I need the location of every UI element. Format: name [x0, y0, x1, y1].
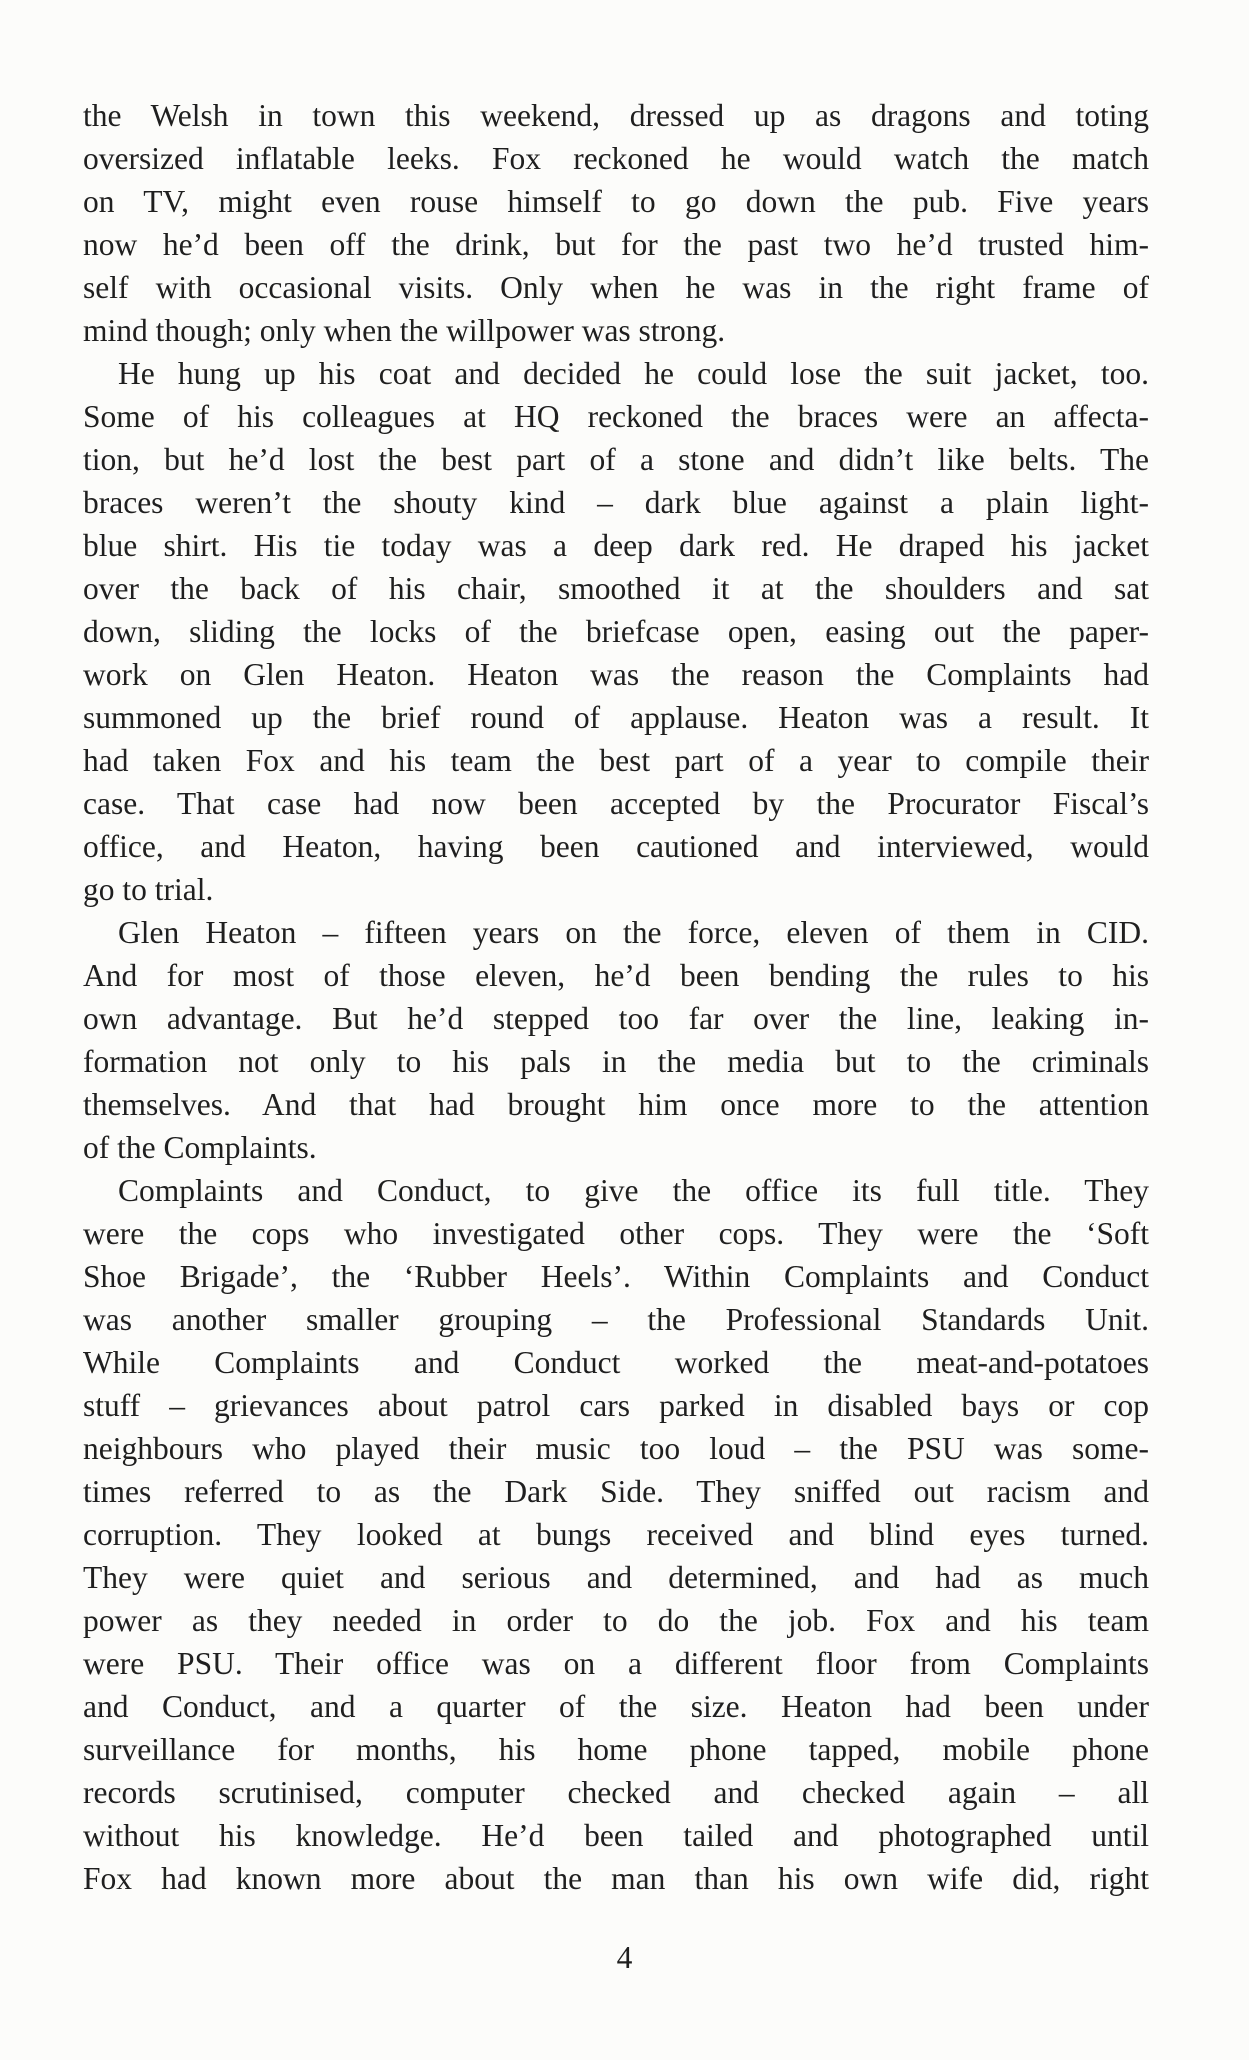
text-line: stuff – grievances about patrol cars parked in disabled bays or cop — [83, 1388, 1149, 1423]
text-line: without his knowledge. He’d been tailed and photographed until — [83, 1818, 1149, 1853]
text-line: neighbours who played their music too loud – the PSU was some- — [83, 1431, 1149, 1466]
text-line: were PSU. Their office was on a different floor from Complaints — [83, 1646, 1149, 1681]
text-line: now he’d been off the drink, but for the past two he’d trusted him- — [83, 227, 1149, 262]
paragraph-first-line: Glen Heaton – fifteen years on the force, eleven of them in CID. — [118, 915, 1149, 950]
text-line: were the cops who investigated other cops. They were the ‘Soft — [83, 1216, 1149, 1251]
text-line: power as they needed in order to do the job. Fox and his team — [83, 1603, 1149, 1638]
text-line: Shoe Brigade’, the ‘Rubber Heels’. Within Complaints and Conduct — [83, 1259, 1149, 1294]
text-line: While Complaints and Conduct worked the meat-and-potatoes — [83, 1345, 1149, 1380]
text-line: and Conduct, and a quarter of the size. Heaton had been under — [83, 1689, 1149, 1724]
text-line: braces weren’t the shouty kind – dark blue against a plain light- — [83, 485, 1149, 520]
text-line: own advantage. But he’d stepped too far over the line, leaking in- — [83, 1001, 1149, 1036]
paragraph-first-line: Complaints and Conduct, to give the office its full title. They — [118, 1173, 1149, 1208]
paragraph-first-line: He hung up his coat and decided he could lose the suit jacket, too. — [118, 356, 1149, 391]
text-line: themselves. And that had brought him once more to the attention — [83, 1087, 1149, 1122]
text-line: go to trial. — [83, 872, 214, 907]
text-line: Some of his colleagues at HQ reckoned the braces were an affecta- — [83, 399, 1149, 434]
body-text — [83, 94, 1149, 1900]
text-line: the Welsh in town this weekend, dressed up as dragons and toting — [83, 98, 1149, 133]
page-number: 4 — [616, 1940, 633, 1975]
text-line: summoned up the brief round of applause. Heaton was a result. It — [83, 700, 1149, 735]
text-line: surveillance for months, his home phone tapped, mobile phone — [83, 1732, 1149, 1767]
text-line: office, and Heaton, having been cautioned and interviewed, would — [83, 829, 1149, 864]
text-line: tion, but he’d lost the best part of a stone and didn’t like belts. The — [83, 442, 1149, 477]
text-line: They were quiet and serious and determined, and had as much — [83, 1560, 1149, 1595]
text-line: case. That case had now been accepted by the Procurator Fiscal’s — [83, 786, 1149, 821]
text-line: Fox had known more about the man than his own wife did, right — [83, 1861, 1149, 1896]
text-line: formation not only to his pals in the media but to the criminals — [83, 1044, 1149, 1079]
text-line: records scrutinised, computer checked and checked again – all — [83, 1775, 1149, 1810]
text-line: had taken Fox and his team the best part of a year to compile their — [83, 743, 1149, 778]
text-line: work on Glen Heaton. Heaton was the reason the Complaints had — [83, 657, 1149, 692]
text-line: down, sliding the locks of the briefcase open, easing out the paper- — [83, 614, 1149, 649]
text-line: And for most of those eleven, he’d been bending the rules to his — [83, 958, 1149, 993]
text-line: blue shirt. His tie today was a deep dark red. He draped his jacket — [83, 528, 1149, 563]
text-line: was another smaller grouping – the Professional Standards Unit. — [83, 1302, 1149, 1337]
text-line: self with occasional visits. Only when he was in the right frame of — [83, 270, 1149, 305]
text-line: oversized inflatable leeks. Fox reckoned he would watch the match — [83, 141, 1149, 176]
text-line: times referred to as the Dark Side. They sniffed out racism and — [83, 1474, 1149, 1509]
text-line: mind though; only when the willpower was strong. — [83, 313, 726, 348]
text-line: on TV, might even rouse himself to go down the pub. Five years — [83, 184, 1149, 219]
text-line: corruption. They looked at bungs received and blind eyes turned. — [83, 1517, 1149, 1552]
text-line: of the Complaints. — [83, 1130, 317, 1165]
text-line: over the back of his chair, smoothed it at the shoulders and sat — [83, 571, 1149, 606]
